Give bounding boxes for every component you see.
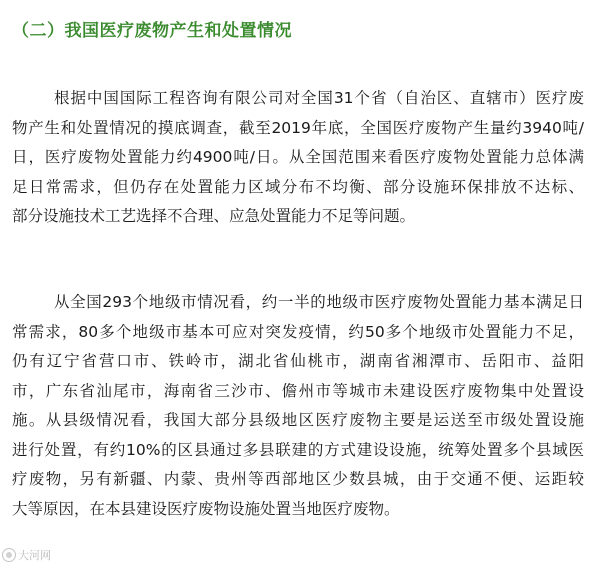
paragraph-line: 部分设施技术工艺选择不合理、应急处置能力不足等问题。 (12, 207, 416, 225)
paragraph-line: 仍有辽宁省营口市、铁岭市，湖北省仙桃市，湖南省湘潭市、岳阳市、益阳 (12, 352, 584, 370)
watermark-text: 大河网 (18, 549, 51, 562)
paragraph-line: 常需求，80多个地级市基本可应对突发疫情，约50多个地级市处置能力不足， (12, 322, 584, 341)
watermark (2, 547, 51, 563)
paragraph-line: 疗废物，另有新疆、内蒙、贵州等西部地区少数县城，由于交通不便、运距较 (12, 470, 584, 488)
paragraph-city-county-status (12, 288, 584, 524)
paragraph-line: 物产生和处置情况的摸底调查，截至2019年底，全国医疗废物产生量约3940吨/ (12, 118, 584, 137)
paragraph-line: 从全国293个地级市情况看，约一半的地级市医疗废物处置能力基本满足日 (54, 293, 584, 311)
paragraph-line: 施。从县级情况看，我国大部分县级地区医疗废物主要是运送至市级处置设施 (12, 411, 584, 429)
paragraph-line: 市，广东省汕尾市，海南省三沙市、儋州市等城市未建设医疗废物集中处置设 (12, 381, 584, 400)
paragraph-line: 进行处置，有约10%的区县通过多县联建的方式建设设施，统筹处置多个县域医 (12, 440, 584, 459)
section-heading: （二）我国医疗废物产生和处置情况 (12, 21, 292, 41)
paragraph-line: 大等原因，在本县建设医疗废物设施处置当地医疗废物。 (12, 499, 400, 518)
paragraph-line: 根据中国国际工程咨询有限公司对全国31个省（自治区、直辖市）医疗废 (54, 89, 584, 107)
paragraph-line: 足日常需求，但仍存在处置能力区域分布不均衡、部分设施环保排放不达标、 (12, 177, 584, 196)
paragraph-survey-summary (12, 84, 584, 232)
paragraph-line: 日，医疗废物处置能力约4900吨/日。从全国范围来看医疗废物处置能力总体满 (12, 148, 584, 166)
watermark-logo-icon (2, 548, 16, 562)
